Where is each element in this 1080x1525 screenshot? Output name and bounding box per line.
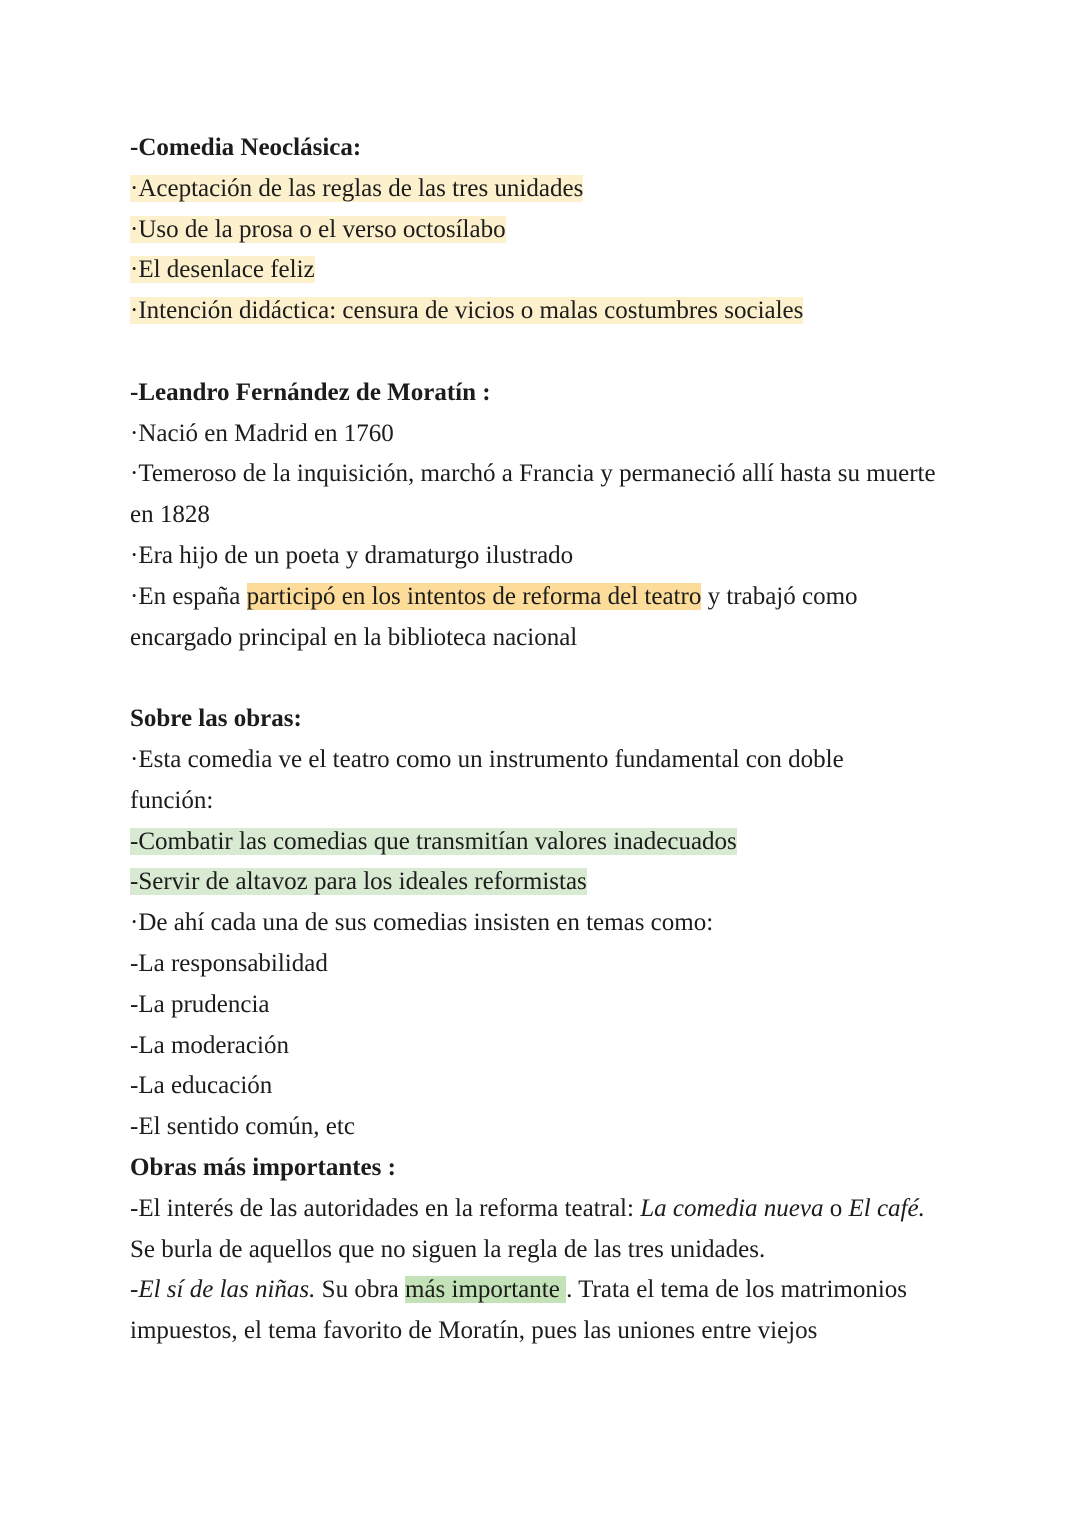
text-line: ·Temeroso de la inquisición, marchó a Francia y permaneció allí hasta su muerte — [130, 460, 936, 488]
text-line: ·De ahí cada una de sus comedias insisten en temas como: — [130, 909, 714, 937]
highlight-combatir: -Combatir las comedias que transmitían valores inadecuados — [130, 827, 737, 855]
list-item: ·Intención didáctica: censura de vicios o malas costumbres sociales — [130, 297, 804, 325]
document-page — [130, 128, 960, 1352]
highlight-mas-importante: más importante — [405, 1276, 567, 1304]
text-line: ·Nació en Madrid en 1760 — [130, 419, 394, 447]
title-el-si-de-las-ninas: -El sí de las niñas. — [130, 1276, 316, 1304]
list-item: -La moderación — [130, 1031, 289, 1059]
list-item: ·Aceptación de las reglas de las tres unidades — [130, 174, 584, 202]
text-line-el-si: -El sí de las niñas. Su obra más importante . Trata el tema de los matrimonios — [130, 1276, 908, 1304]
text-line: ·Esta comedia ve el teatro como un instrumento fundamental con doble — [130, 745, 844, 773]
list-item: -La responsabilidad — [130, 949, 328, 977]
text-line-reforma: ·En españa participó en los intentos de reforma del teatro y trabajó como — [130, 582, 858, 610]
heading-comedia-neoclasica: -Comedia Neoclásica: — [130, 134, 362, 161]
list-item: -El sentido común, etc — [130, 1113, 355, 1141]
text-line-comedia-nueva: -El interés de las autoridades en la reforma teatral: La comedia nueva o El café. — [130, 1194, 925, 1222]
text-line: impuestos, el tema favorito de Moratín, pues las uniones entre viejos — [130, 1317, 818, 1345]
heading-sobre-las-obras: Sobre las obras: — [130, 705, 302, 733]
highlight-reforma: participó en los intentos de reforma del teatro — [246, 582, 702, 610]
text-line: encargado principal en la biblioteca nacional — [130, 623, 578, 651]
title-el-cafe: El café. — [848, 1194, 925, 1222]
text-line: ·Era hijo de un poeta y dramaturgo ilustrado — [130, 541, 574, 569]
list-item: ·Uso de la prosa o el verso octosílabo — [130, 215, 506, 243]
list-item: -La prudencia — [130, 990, 270, 1018]
text-line: en 1828 — [130, 501, 210, 529]
text-line: función: — [130, 786, 214, 814]
text-line: Se burla de aquellos que no siguen la regla de las tres unidades. — [130, 1235, 766, 1263]
list-item: ·El desenlace feliz — [130, 256, 315, 284]
title-la-comedia-nueva: La comedia nueva — [640, 1194, 824, 1222]
heading-obras-importantes: Obras más importantes : — [130, 1153, 396, 1181]
list-item: -La educación — [130, 1072, 273, 1100]
highlight-servir: -Servir de altavoz para los ideales reformistas — [130, 868, 587, 896]
heading-moratin: -Leandro Fernández de Moratín : — [130, 378, 491, 406]
